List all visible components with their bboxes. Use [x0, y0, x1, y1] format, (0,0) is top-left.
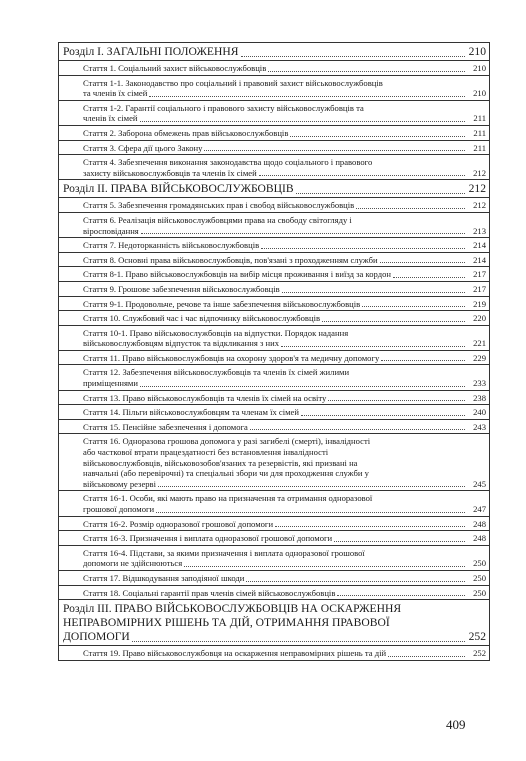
- leader-dots: [282, 292, 465, 293]
- article-title: Стаття 18. Соціальні гарантії прав членів сімей військовослужбовців: [83, 587, 336, 598]
- toc-page-number: 248: [473, 533, 486, 544]
- article-title: Стаття 19. Право військовослужбовця на оскарження неправомірних рішень та дій: [83, 648, 387, 659]
- toc-section-row: [59, 180, 489, 198]
- toc-page-number: 243: [473, 421, 486, 432]
- article-title: Стаття 16-4. Підстави, за якими призначення і виплата одноразової грошової допомоги не здійснюються: [83, 547, 365, 569]
- leader-dots: [158, 486, 465, 487]
- article-title: Стаття 5. Забезпечення громадянських прав і свобод військовослужбовців: [83, 200, 355, 211]
- toc-article-row: [59, 198, 489, 213]
- toc-article-row: [59, 126, 489, 141]
- toc-page-number: 247: [473, 504, 486, 514]
- leader-dots: [261, 248, 465, 249]
- article-title: Стаття 11. Право військовослужбовців на охорону здоров'я та медичну допомогу: [83, 352, 380, 363]
- leader-dots: [140, 386, 465, 387]
- toc-article-row: [59, 326, 489, 351]
- page-number: 409: [446, 717, 466, 732]
- leader-dots: [241, 56, 466, 57]
- leader-dots: [334, 541, 465, 542]
- toc-page-number: 213: [473, 225, 486, 236]
- article-title: Стаття 16-2. Розмір одноразової грошової допомоги: [83, 518, 274, 529]
- article-title: Стаття 8. Основні права військовослужбовців, пов'язані з проходженням служби: [83, 254, 378, 265]
- toc-page-number: 245: [473, 478, 486, 489]
- leader-dots: [140, 121, 465, 122]
- leader-dots: [275, 526, 465, 527]
- toc-article-row: [59, 391, 489, 406]
- article-title: Стаття 16-1. Особи, які мають право на призначення та отримання одноразової грошової допомоги: [83, 493, 373, 514]
- toc-article-row: [59, 586, 489, 601]
- leader-dots: [301, 415, 465, 416]
- toc-page-number: 211: [473, 113, 486, 124]
- toc-page-number: 210: [473, 88, 486, 99]
- toc-article-row: [59, 491, 489, 516]
- article-title: Стаття 14. Пільги військовослужбовцям та членам їх сімей: [83, 407, 299, 418]
- table-of-contents: [58, 42, 490, 661]
- toc-page-number: 221: [473, 338, 486, 349]
- toc-page-number: 248: [473, 518, 486, 529]
- leader-dots: [281, 346, 465, 347]
- toc-article-row: [59, 517, 489, 532]
- section-title: Розділ II. ПРАВА ВІЙСЬКОВОСЛУЖБОВЦІВ: [63, 182, 294, 196]
- leader-dots: [380, 262, 465, 263]
- leader-dots: [322, 321, 465, 322]
- toc-article-row: [59, 213, 489, 238]
- article-title: Стаття 1-1. Законодавство про соціальний і правовий захист військовослужбовців та членів їх сімей: [83, 77, 383, 99]
- toc-page-number: 212: [473, 200, 486, 211]
- toc-page-number: 212: [468, 182, 486, 196]
- leader-dots: [388, 656, 465, 657]
- leader-dots: [259, 175, 465, 176]
- toc-page-number: 250: [473, 558, 486, 569]
- toc-page-number: 214: [473, 254, 486, 265]
- article-title: Стаття 6. Реалізація військовослужбовцями права на свободу світогляду і віросповідання: [83, 214, 352, 236]
- article-title: Стаття 3. Сфера дії цього Закону: [83, 142, 203, 153]
- article-title: Стаття 1. Соціальний захист військовослужбовців: [83, 63, 267, 73]
- toc-article-row: [59, 351, 489, 366]
- toc-article-row: [59, 141, 489, 156]
- toc-page-number: 214: [473, 240, 486, 251]
- section-title: Розділ I. ЗАГАЛЬНІ ПОЛОЖЕННЯ: [63, 45, 239, 58]
- leader-dots: [337, 595, 465, 596]
- leader-dots: [296, 193, 465, 194]
- article-title: Стаття 9. Грошове забезпечення військовослужбовців: [83, 283, 280, 294]
- article-title: Стаття 17. Відшкодування заподіяної шкоди: [83, 572, 245, 583]
- toc-article-row: [59, 61, 489, 76]
- toc-page-number: 250: [473, 572, 486, 583]
- leader-dots: [356, 208, 465, 209]
- article-title: Стаття 4. Забезпечення виконання законодавства щодо соціального і правового захисту військовослужбовців та членів їх сімей: [83, 157, 373, 178]
- toc-page-number: 210: [473, 63, 486, 73]
- toc-article-row: [59, 420, 489, 435]
- leader-dots: [290, 136, 465, 137]
- leader-dots: [156, 512, 465, 513]
- leader-dots: [246, 581, 465, 582]
- toc-page-number: 210: [468, 45, 486, 58]
- toc-section-row: [59, 600, 489, 646]
- toc-page-number: 220: [473, 313, 486, 324]
- toc-page-number: 211: [473, 127, 486, 138]
- article-title: Стаття 2. Заборона обмежень прав військовослужбовців: [83, 127, 289, 138]
- toc-article-row: [59, 267, 489, 282]
- toc-page-number: 211: [473, 142, 486, 153]
- article-title: Стаття 8-1. Право військовослужбовців на вибір місця проживання і виїзд за кордон: [83, 269, 391, 280]
- toc-article-row: [59, 531, 489, 546]
- leader-dots: [393, 277, 465, 278]
- toc-article-row: [59, 101, 489, 126]
- toc-article-row: [59, 282, 489, 297]
- article-title: Стаття 9-1. Продовольче, речове та інше забезпечення військовослужбовців: [83, 298, 361, 309]
- article-title: Стаття 13. Право військовослужбовців та членів їх сімей на освіту: [83, 392, 327, 403]
- leader-dots: [141, 233, 465, 234]
- toc-page-number: 250: [473, 587, 486, 598]
- toc-page-number: 217: [473, 283, 486, 294]
- toc-article-row: [59, 646, 489, 661]
- toc-page-number: 229: [473, 352, 486, 363]
- toc-page-number: 217: [473, 269, 486, 280]
- toc-article-row: [59, 238, 489, 253]
- leader-dots: [149, 96, 465, 97]
- leader-dots: [132, 641, 465, 642]
- leader-dots: [184, 566, 465, 567]
- leader-dots: [204, 150, 465, 151]
- toc-page-number: 252: [468, 630, 486, 644]
- article-title: Стаття 10-1. Право військовослужбовців на відпустки. Порядок надання військовослужбовцям відпусток та відкликання з них: [83, 327, 349, 349]
- article-title: Стаття 16-3. Призначення і виплата одноразової грошової допомоги: [83, 533, 333, 544]
- toc-article-row: [59, 311, 489, 326]
- article-title: Стаття 12. Забезпечення військовослужбовців та членів їх сімей жилими приміщеннями: [83, 367, 350, 389]
- toc-section-row: [59, 43, 489, 61]
- toc-article-row: [59, 253, 489, 268]
- section-title: Розділ III. ПРАВО ВІЙСЬКОВОСЛУЖБОВЦІВ НА ОСКАРЖЕННЯ НЕПРАВОМІРНИХ РІШЕНЬ ТА ДІЙ, ОТРИМАННЯ ПРАВОВОЇ ДОПОМОГИ: [63, 602, 402, 644]
- leader-dots: [250, 429, 465, 430]
- leader-dots: [328, 400, 465, 401]
- toc-page-number: 212: [473, 167, 486, 178]
- toc-article-row: [59, 297, 489, 312]
- leader-dots: [362, 306, 465, 307]
- toc-article-row: [59, 546, 489, 571]
- article-title: Стаття 10. Службовий час і час відпочинку військовослужбовців: [83, 313, 321, 324]
- article-title: Стаття 16. Одноразова грошова допомога у разі загибелі (смерті), інвалідності або часткової втрати працездатності без встановлення інвалідності військовослужбовців, військовозобов'язаних та резервістів, які призвані на навчальні (або перевірочні) та спеціальні збори чи для проходження служби у військовому резерві: [83, 436, 371, 489]
- toc-page-number: 238: [473, 392, 486, 403]
- leader-dots: [268, 71, 465, 72]
- toc-article-row: [59, 76, 489, 101]
- toc-article-row: [59, 434, 489, 491]
- toc-page-number: 252: [473, 648, 486, 659]
- article-title: Стаття 1-2. Гарантії соціального і правового захисту військовослужбовців та членів їх сімей: [83, 102, 364, 124]
- leader-dots: [381, 360, 465, 361]
- toc-page-number: 240: [473, 407, 486, 418]
- toc-page-number: 233: [473, 378, 486, 389]
- toc-article-row: [59, 155, 489, 180]
- toc-page-number: 219: [473, 298, 486, 309]
- toc-article-row: [59, 571, 489, 586]
- toc-article-row: [59, 405, 489, 420]
- toc-article-row: [59, 365, 489, 390]
- article-title: Стаття 7. Недоторканність військовослужбовців: [83, 240, 260, 251]
- article-title: Стаття 15. Пенсійне забезпечення і допомога: [83, 421, 248, 432]
